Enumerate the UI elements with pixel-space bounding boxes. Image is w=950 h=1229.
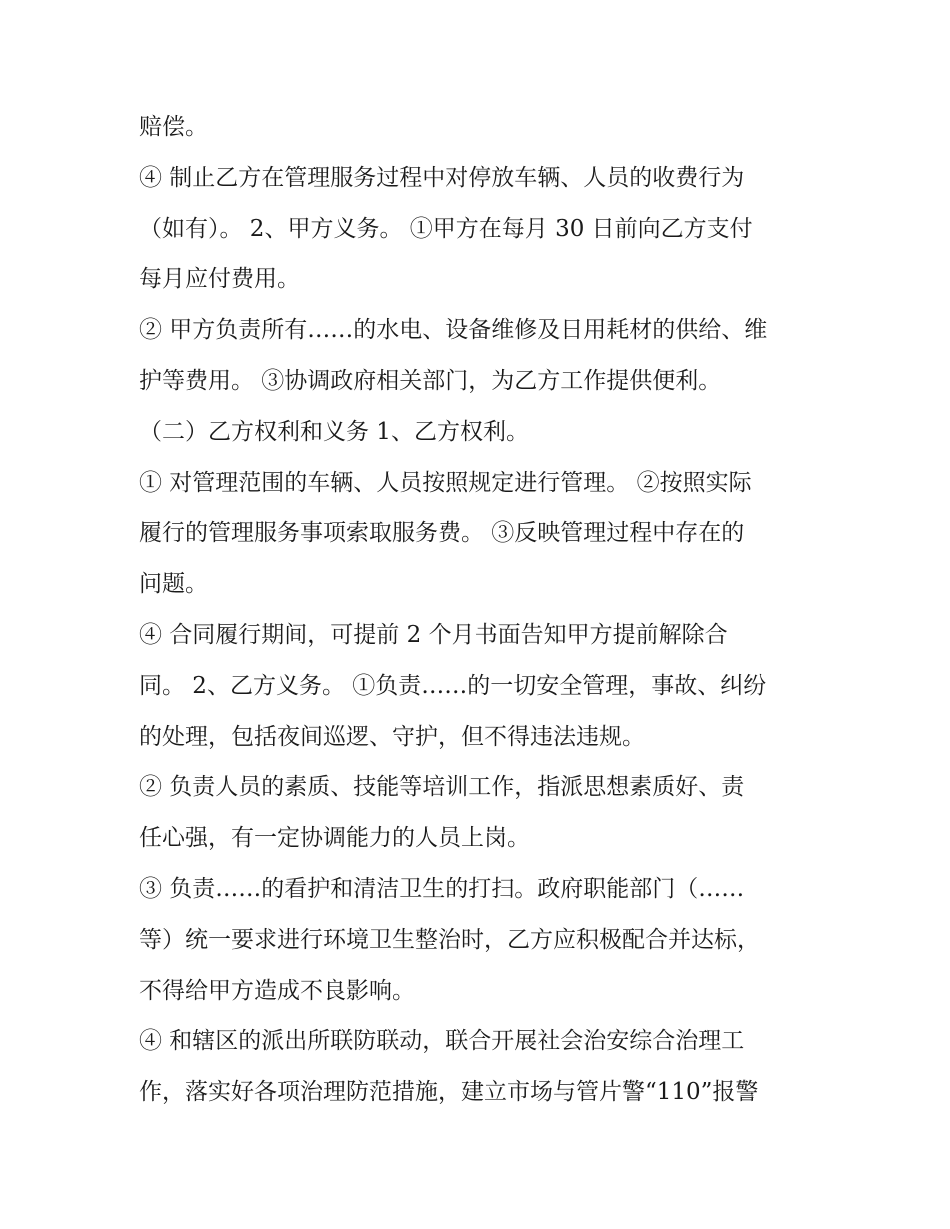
text-line-10: 问题。	[139, 571, 208, 598]
text-line-20: 作，落实好各项治理防范措施，建立市场与管片警“110”报警	[139, 1079, 759, 1106]
text-line-19: ④ 和辖区的派出所联防联动，联合开展社会治安综合治理工	[139, 1028, 745, 1055]
text-line-5: ② 甲方负责所有……的水电、设备维修及日用耗材的供给、维	[139, 317, 768, 344]
text-line-7: （二）乙方权利和义务 1、乙方权利。	[139, 418, 529, 445]
text-line-3: （如有）。 2、甲方义务。 ①甲方在每月 30 日前向乙方支付	[139, 215, 753, 242]
text-line-15: 任心强，有一定协调能力的人员上岗。	[139, 825, 530, 852]
contract-text-body	[139, 102, 819, 1118]
text-line-16: ③ 负责……的看护和清洁卫生的打扫。政府职能部门（……	[139, 875, 745, 902]
text-line-1: 赔偿。	[139, 114, 208, 140]
text-line-11: ④ 合同履行期间，可提前 2 个月书面告知甲方提前解除合	[139, 621, 728, 648]
text-line-2: ④ 制止乙方在管理服务过程中对停放车辆、人员的收费行为	[139, 164, 745, 191]
text-line-9: 履行的管理服务事项索取服务费。 ③反映管理过程中存在的	[139, 520, 745, 547]
text-line-14: ② 负责人员的素质、技能等培训工作，指派思想素质好、责	[139, 774, 745, 801]
text-line-6: 护等费用。 ③协调政府相关部门，为乙方工作提供便利。	[139, 367, 722, 394]
text-line-13: 的处理，包括夜间巡逻、守护，但不得违法违规。	[139, 723, 645, 750]
text-line-17: 等）统一要求进行环境卫生整治时，乙方应积极配合并达标，	[139, 926, 760, 953]
text-line-8: ① 对管理范围的车辆、人员按照规定进行管理。 ②按照实际	[139, 469, 752, 496]
text-line-4: 每月应付费用。	[139, 266, 300, 293]
text-line-18: 不得给甲方造成不良影响。	[139, 977, 415, 1004]
text-line-12: 同。 2、乙方义务。 ①负责……的一切安全管理，事故、纠纷	[139, 672, 767, 699]
